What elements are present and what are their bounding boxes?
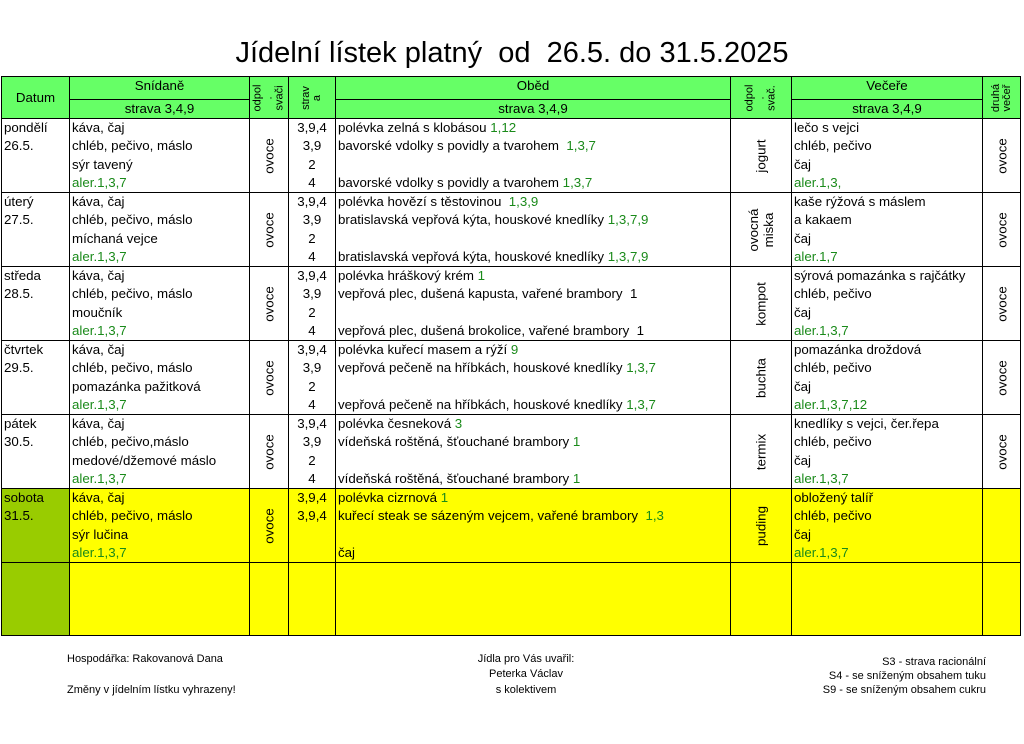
diet-code: 3,9 [302, 138, 322, 154]
diet-code: 4 [308, 248, 316, 264]
second-dinner-cell-text: ovoce [994, 285, 1009, 322]
empty-cell [731, 563, 792, 636]
diet-code: 2 [308, 378, 316, 394]
snack-cell [250, 119, 289, 193]
lunch-line [338, 174, 729, 192]
second-dinner-cell [983, 489, 1021, 563]
empty-cell [792, 563, 983, 636]
breakfast-item: chléb, pečivo, máslo [72, 212, 193, 228]
day-name: středa [4, 268, 41, 284]
dinner-diet-subheader: strava 3,4,9 [792, 100, 983, 119]
dish-text: vepřová plec, dušená kapusta, vařené brambory 1 [338, 286, 638, 302]
dinner-item: čaj [794, 156, 811, 172]
breakfast-item: káva, čaj [72, 490, 125, 506]
day-name: sobota [4, 490, 44, 506]
afternoon-snack-cell-text: ovocná miska [746, 208, 776, 252]
lunch-line [338, 230, 729, 248]
breakfast-item: sýr tavený [72, 156, 133, 172]
dinner-cell [792, 489, 983, 563]
snack-cell-text: ovoce [261, 507, 277, 544]
day-row [2, 119, 1021, 193]
dinner-item: čaj [794, 230, 811, 246]
breakfast-item: chléb, pečivo, máslo [72, 138, 193, 154]
diet-code: 2 [308, 156, 316, 172]
second-dinner-cell [983, 267, 1021, 341]
breakfast-item: chléb, pečivo,máslo [72, 434, 189, 450]
diet-code: 3,9,4 [297, 508, 327, 524]
dish-allergens: 1,12 [490, 120, 517, 136]
breakfast-cell [70, 193, 250, 267]
lunch-cell [336, 267, 731, 341]
breakfast-allergens: aler.1,3,7 [72, 174, 127, 190]
dish-allergens: 1,3,7 [566, 138, 596, 154]
lunch-line [338, 341, 729, 359]
day-row [2, 193, 1021, 267]
day-name: pátek [4, 416, 37, 432]
dish-allergens: 1 [440, 490, 449, 506]
date-cell [2, 119, 70, 193]
lunch-line [338, 452, 729, 470]
snack-header: odpol . svači [250, 77, 289, 119]
date-cell [2, 267, 70, 341]
dish-allergens: 1,3 [645, 508, 664, 524]
dish-text: čaj [338, 544, 355, 560]
dish-allergens: 3 [454, 416, 463, 432]
day-row [2, 267, 1021, 341]
breakfast-allergens: aler.1,3,7 [72, 396, 127, 412]
breakfast-item: medové/džemové máslo [72, 452, 217, 468]
lunch-header: Oběd [336, 77, 731, 100]
breakfast-item: chléb, pečivo, máslo [72, 360, 193, 376]
breakfast-allergens: aler.1,3,7 [72, 322, 127, 338]
footer-cook-line2: Peterka Václav [489, 668, 563, 680]
breakfast-item: chléb, pečivo, máslo [72, 508, 193, 524]
dish-allergens: 1,3,7 [626, 360, 656, 376]
dish-allergens: 1,3,7,9 [607, 212, 649, 228]
lunch-line [338, 489, 729, 507]
day-date: 28.5. [4, 286, 34, 302]
lunch-line [338, 193, 729, 211]
second-dinner-cell [983, 415, 1021, 489]
dinner-header: Večeře [792, 77, 983, 100]
diet-code: 2 [308, 304, 316, 320]
diet-cell [289, 489, 336, 563]
snack-cell [250, 341, 289, 415]
dish-text: polévka zelná s klobásou [338, 120, 491, 136]
dish-text: bratislavská vepřová kýta, houskové knedlíky [338, 248, 608, 264]
diet-code: 3,9,4 [297, 490, 327, 506]
diet-code: 4 [308, 470, 316, 486]
diet-code: 2 [308, 230, 316, 246]
day-date: 30.5. [4, 434, 34, 450]
day-name: pondělí [4, 120, 48, 136]
footer-legend-s9: S9 - se sníženým obsahem cukru [822, 684, 986, 696]
breakfast-allergens: aler.1,3,7 [72, 248, 127, 264]
breakfast-item: káva, čaj [72, 342, 125, 358]
dish-allergens: 1,3,7 [626, 396, 656, 412]
lunch-cell [336, 415, 731, 489]
afternoon-snack-cell [731, 489, 792, 563]
dish-text: kuřecí steak se sázeným vejcem, vařené brambory [338, 508, 646, 524]
breakfast-cell [70, 119, 250, 193]
footer-changes-note: Změny v jídelním lístku vyhrazeny! [67, 684, 236, 696]
snack-cell-text: ovoce [261, 137, 277, 174]
empty-cell [336, 563, 731, 636]
diet-code: 4 [308, 174, 316, 190]
dinner-item: čaj [794, 378, 811, 394]
lunch-line [338, 211, 729, 229]
afternoon-snack-cell-text: termix [753, 433, 769, 470]
page-title: Jídelní lístek platný od 26.5. do 31.5.2025 [235, 37, 789, 69]
breakfast-cell [70, 489, 250, 563]
dish-text: vídeňská roštěná, šťouchané brambory [338, 434, 573, 450]
afternoon-snack-cell [731, 119, 792, 193]
lunch-line [338, 248, 729, 266]
lunch-line [338, 433, 729, 451]
snack-cell [250, 267, 289, 341]
diet-code: 3,9 [302, 286, 322, 302]
second-dinner-cell-text: ovoce [994, 359, 1009, 396]
dish-allergens: 1,3,9 [508, 194, 539, 210]
breakfast-item: káva, čaj [72, 120, 125, 136]
breakfast-allergens: aler.1,3,7 [72, 544, 127, 560]
breakfast-item: sýr lučina [72, 526, 129, 542]
lunch-diet-subheader: strava 3,4,9 [336, 100, 731, 119]
breakfast-cell [70, 267, 250, 341]
breakfast-item: káva, čaj [72, 416, 125, 432]
dinner-item: chléb, pečivo [794, 286, 872, 302]
date-cell [2, 341, 70, 415]
dish-text: vídeňská roštěná, šťouchané brambory [338, 470, 573, 486]
lunch-line [338, 544, 729, 562]
day-date: 31.5. [4, 508, 34, 524]
dinner-allergens: aler.1,3,7 [794, 470, 849, 486]
empty-cell [983, 563, 1021, 636]
lunch-line [338, 396, 729, 414]
afternoon-snack-cell-text: buchta [753, 357, 769, 398]
dinner-allergens: aler.1,3,7,12 [794, 396, 868, 412]
dinner-allergens: aler.1,3,7 [794, 544, 849, 560]
dinner-item: obložený talíř [794, 490, 874, 506]
dish-allergens: 1 [572, 434, 581, 450]
diet-code: 4 [308, 322, 316, 338]
dinner-item: chléb, pečivo [794, 360, 872, 376]
dinner-item: chléb, pečivo [794, 434, 872, 450]
dish-allergens: 1,3,7,9 [607, 248, 649, 264]
dish-text: bavorské vdolky s povidly a tvarohem [338, 174, 563, 190]
date-cell [2, 193, 70, 267]
diet-code: 3,9,4 [297, 416, 327, 432]
dish-text: bratislavská vepřová kýta, houskové knedlíky [338, 212, 608, 228]
lunch-line [338, 526, 729, 544]
breakfast-item: pomazánka pažitková [72, 378, 201, 394]
empty-cell [2, 563, 70, 636]
dish-text: polévka cizrnová [338, 490, 441, 506]
dinner-allergens: aler.1,3,7 [794, 322, 849, 338]
diet-header: strav a [289, 77, 336, 119]
empty-cell [70, 563, 250, 636]
diet-code: 3,9,4 [297, 342, 327, 358]
dinner-cell [792, 341, 983, 415]
afternoon-snack-cell [731, 415, 792, 489]
diet-code: 3,9 [302, 212, 322, 228]
dinner-item: knedlíky s vejci, čer.řepa [794, 416, 939, 432]
day-row [2, 489, 1021, 563]
breakfast-allergens: aler.1,3,7 [72, 470, 127, 486]
diet-code: 3,9,4 [297, 194, 327, 210]
lunch-line [338, 470, 729, 488]
diet-code: 3,9 [302, 434, 322, 450]
breakfast-item: chléb, pečivo, máslo [72, 286, 193, 302]
dinner-item: chléb, pečivo [794, 138, 872, 154]
footer-legend-s3: S3 - strava racionální [882, 656, 986, 668]
empty-cell [289, 563, 336, 636]
dinner-allergens: aler.1,3, [794, 174, 842, 190]
day-row [2, 341, 1021, 415]
dish-allergens: 1,3,7 [562, 174, 593, 190]
dish-text: polévka hráškový krém [338, 268, 478, 284]
dish-text: vepřová pečeně na hříbkách, houskové knedlíky [338, 396, 627, 412]
lunch-cell [336, 489, 731, 563]
lunch-line [338, 137, 729, 155]
dinner-cell [792, 119, 983, 193]
datum-header: Datum [2, 77, 70, 119]
lunch-line [338, 285, 729, 303]
lunch-line [338, 156, 729, 174]
dish-text: vepřová plec, dušená brokolice, vařené brambory 1 [338, 322, 644, 338]
day-date: 29.5. [4, 360, 34, 376]
lunch-line [338, 267, 729, 285]
diet-cell [289, 119, 336, 193]
diet-code: 2 [308, 452, 316, 468]
dinner-item: kaše rýžová s máslem [794, 194, 926, 210]
breakfast-item: moučník [72, 304, 123, 320]
second-dinner-cell [983, 119, 1021, 193]
lunch-line [338, 322, 729, 340]
dinner-item: chléb, pečivo [794, 508, 872, 524]
breakfast-cell [70, 415, 250, 489]
footer-legend-s4: S4 - se sníženým obsahem tuku [828, 670, 986, 682]
afternoon-snack-cell [731, 193, 792, 267]
afternoon-snack-cell [731, 267, 792, 341]
dish-text: polévka hovězí s těstovinou [338, 194, 509, 210]
dish-text: vepřová pečeně na hříbkách, houskové knedlíky [338, 360, 627, 376]
second-dinner-cell [983, 193, 1021, 267]
footer-manager: Hospodářka: Rakovanová Dana [67, 653, 223, 665]
date-cell [2, 489, 70, 563]
breakfast-cell [70, 341, 250, 415]
dinner-item: a kakaem [794, 212, 852, 228]
second-dinner-header: druhá večeř [983, 77, 1021, 119]
dinner-item: čaj [794, 452, 811, 468]
dish-text: bavorské vdolky s povidly a tvarohem [338, 138, 567, 154]
snack-cell-text: ovoce [261, 211, 277, 248]
dish-allergens: 9 [510, 342, 519, 358]
dinner-allergens: aler.1,7 [794, 248, 838, 264]
lunch-cell [336, 341, 731, 415]
day-row [2, 415, 1021, 489]
lunch-line [338, 359, 729, 377]
dish-allergens: 1 [477, 268, 486, 284]
second-dinner-cell [983, 341, 1021, 415]
afternoon-snack-header: odpol . svač. [731, 77, 792, 119]
snack-cell [250, 193, 289, 267]
breakfast-item: míchaná vejce [72, 230, 158, 246]
date-cell [2, 415, 70, 489]
day-date: 26.5. [4, 138, 34, 154]
afternoon-snack-cell [731, 341, 792, 415]
lunch-cell [336, 119, 731, 193]
empty-row [2, 563, 1021, 636]
diet-code: 3,9 [302, 360, 322, 376]
snack-cell-text: ovoce [261, 433, 277, 470]
afternoon-snack-cell-text: jogurt [753, 139, 769, 173]
breakfast-diet-subheader: strava 3,4,9 [70, 100, 250, 119]
day-name: čtvrtek [4, 342, 44, 358]
diet-code: 4 [308, 396, 316, 412]
empty-cell [250, 563, 289, 636]
second-dinner-cell-text: ovoce [994, 211, 1009, 248]
afternoon-snack-cell-text: kompot [753, 281, 769, 326]
diet-code: 3,9,4 [297, 268, 327, 284]
day-date: 27.5. [4, 212, 34, 228]
afternoon-snack-cell-text: puding [753, 505, 769, 546]
day-name: úterý [4, 194, 34, 210]
second-dinner-cell-text: ovoce [994, 137, 1009, 174]
dinner-item: pomazánka droždová [794, 342, 922, 358]
dish-text: polévka kuřecí masem a rýží [338, 342, 511, 358]
diet-cell [289, 193, 336, 267]
dinner-item: sýrová pomazánka s rajčátky [794, 268, 966, 284]
breakfast-item: káva, čaj [72, 268, 125, 284]
diet-code: 3,9,4 [297, 120, 327, 136]
dinner-item: čaj [794, 304, 811, 320]
dinner-cell [792, 415, 983, 489]
lunch-line [338, 378, 729, 396]
lunch-line [338, 304, 729, 322]
lunch-line [338, 415, 729, 433]
lunch-cell [336, 193, 731, 267]
lunch-line [338, 119, 729, 137]
breakfast-header: Snídaně [70, 77, 250, 100]
dinner-cell [792, 267, 983, 341]
snack-cell [250, 415, 289, 489]
dinner-cell [792, 193, 983, 267]
footer-cook-line1: Jídla pro Vás uvařil: [477, 653, 575, 665]
lunch-line [338, 507, 729, 525]
second-dinner-cell-text: ovoce [994, 433, 1009, 470]
dinner-item: lečo s vejci [794, 120, 860, 136]
breakfast-item: káva, čaj [72, 194, 125, 210]
dish-text: polévka česneková [338, 416, 455, 432]
diet-cell [289, 267, 336, 341]
menu-table [1, 76, 1021, 636]
snack-cell-text: ovoce [261, 359, 277, 396]
footer-cook-line3: s kolektivem [495, 684, 557, 696]
dish-allergens: 1 [572, 470, 581, 486]
snack-cell-text: ovoce [261, 285, 277, 322]
snack-cell [250, 489, 289, 563]
dinner-item: čaj [794, 526, 811, 542]
diet-cell [289, 341, 336, 415]
diet-cell [289, 415, 336, 489]
